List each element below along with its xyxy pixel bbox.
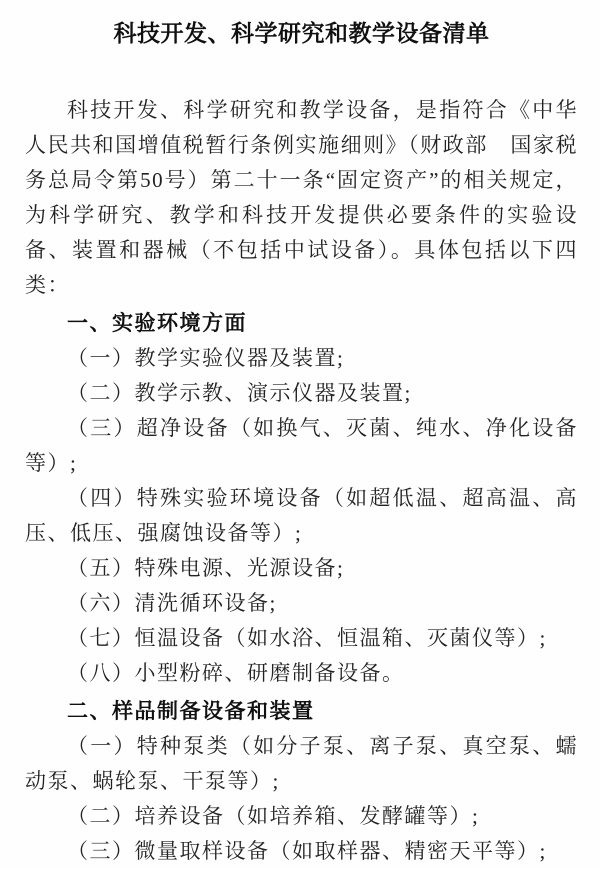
document-title: 科技开发、科学研究和教学设备清单 [113,21,490,46]
list-item: （三）微量取样设备（如取样器、精密天平等）; [67,839,547,863]
list-item: （一）特种泵类（如分子泵、离子泵、真空泵、蠕动泵、蜗轮泵、干泵等）; [25,734,578,793]
list-item: （一）教学实验仪器及装置; [67,346,345,370]
list-item: （八）小型粉碎、研磨制备设备。 [67,661,405,685]
section-1-heading: 一、实验环境方面 [67,312,247,335]
list-item: （二）教学示教、演示仪器及装置; [67,381,412,405]
list-item: （二）培养设备（如培养箱、发酵罐等）; [67,804,480,828]
list-item: （六）清洗循环设备; [67,591,277,615]
intro-paragraph: 科技开发、科学研究和教学设备，是指符合《中华人民共和国增值税暂行条例实施细则》（财政部 国家税务总局令第50号）第二十一条“固定资产”的相关规定，为科学研究、教学和科技开发提供必要条件的实验设备、装置和器械（不包括中试设备）。具体包括以下四类： [25,98,578,297]
list-item: （四）特殊实验环境设备（如超低温、超高温、高压、低压、强腐蚀设备等）; [25,486,578,545]
list-item: （五）特殊电源、光源设备; [67,556,345,580]
list-item: （七）恒温设备（如水浴、恒温箱、灭菌仪等）; [67,626,547,650]
list-item: （三）超净设备（如换气、灭菌、纯水、净化设备等）; [25,416,578,475]
section-2-heading: 二、样品制备设备和装置 [67,700,315,723]
